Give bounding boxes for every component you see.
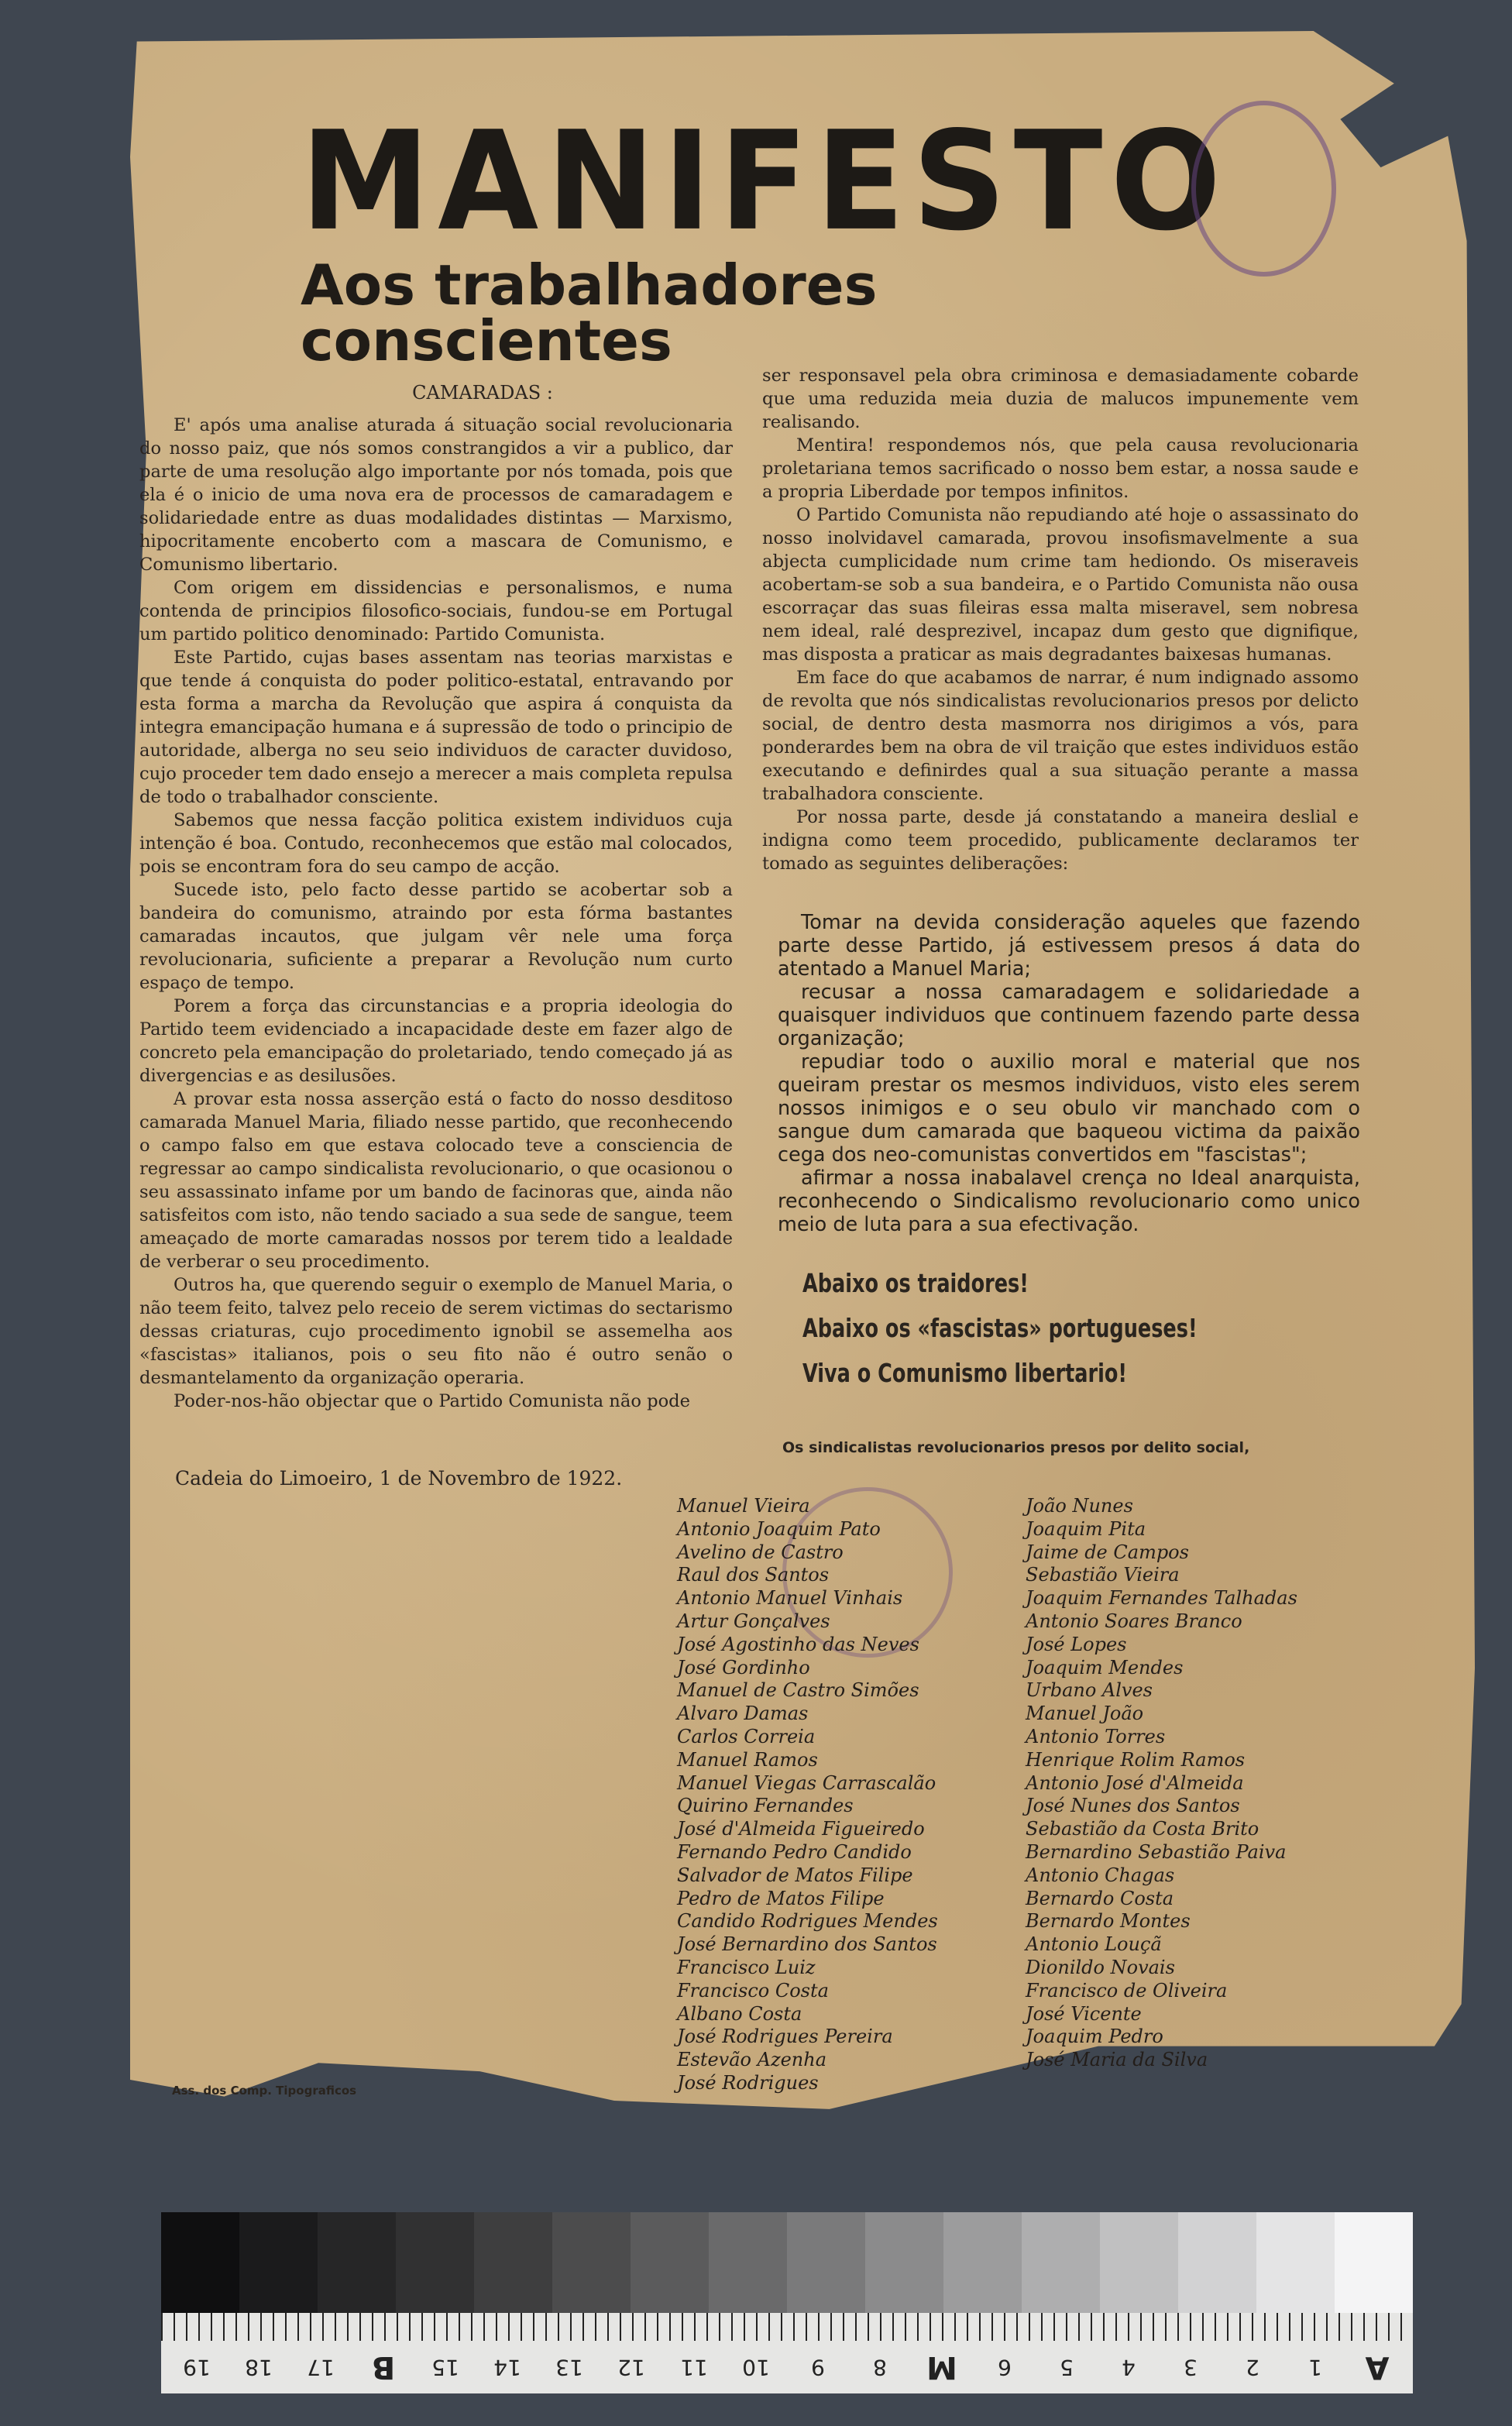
signatory-name: Albano Costa — [677, 2002, 802, 2025]
signatory-name: Avelino de Castro — [677, 1541, 844, 1563]
left-text-column — [139, 381, 733, 1413]
signatory-name: Antonio Torres — [1026, 1725, 1166, 1747]
ruler-labels — [161, 2344, 1413, 2390]
right-text-column — [762, 364, 1359, 875]
signatory-name: Jaime de Campos — [1026, 1541, 1189, 1563]
resolution-item: Tomar na devida consideração aqueles que fazendo parte desse Partido, já estivessem presos á data do atentado a Manuel Maria; — [778, 911, 1360, 981]
signatory-name: Bernardo Montes — [1026, 1910, 1191, 1933]
signatory-name: Urbano Alves — [1026, 1679, 1153, 1702]
right-paragraph: Por nossa parte, desde já constatando a maneira deslial e indigna como teem procedido, publicamente declaramos ter tomado as seguintes deliberações: — [762, 807, 1359, 874]
left-paragraph: A provar esta nossa asserção está o facto do nosso desditoso camarada Manuel Maria, filiado nesse partido, que reconhecendo o campo falso em que estava colocado teve a consciencia de regressar ao campo sindicalista revolucionario, o que ocasionou o seu assassinato infame por um bando de facinoras que, ainda não satisfeitos com isto, não tendo saciado a sua sede de sangue, teem ameaçado de morte camaradas nossos por terem tido a lealdade de verberar o seu procedimento. — [139, 1089, 733, 1272]
signatory-name: Quirino Fernandes — [677, 1795, 854, 1817]
right-paragraph: Mentira! respondemos nós, que pela causa revolucionaria proletariana temos sacrificado o nosso bem estar, a nossa saude e a propria Liberdade por tempos infinitos. — [762, 435, 1359, 502]
signatory-name: Joaquim Fernandes Talhadas — [1026, 1587, 1297, 1610]
signatory-name: Francisco de Oliveira — [1026, 1979, 1228, 2002]
signatory-name: José Maria da Silva — [1026, 2049, 1208, 2071]
signatory-name: Antonio Joaquim Pato — [677, 1517, 881, 1540]
signatory-name: João Nunes — [1026, 1495, 1133, 1517]
signatory-name: Manuel João — [1026, 1703, 1144, 1725]
gray-patch — [318, 2212, 396, 2313]
signatory-name: Antonio Soares Branco — [1026, 1610, 1242, 1632]
signatory-name: Bernardo Costa — [1026, 1887, 1174, 1909]
gray-patch — [161, 2212, 239, 2313]
signatory-name: Antonio Louçã — [1026, 1933, 1162, 1956]
slogan: Viva o Comunismo libertario! — [802, 1358, 1128, 1388]
ruler-label: 10 — [742, 2354, 770, 2380]
signatory-name: José Lopes — [1026, 1633, 1127, 1655]
ruler-label: 2 — [1246, 2354, 1260, 2380]
left-paragraph: Este Partido, cujas bases assentam nas teorias marxistas e que tende á conquista do poder politico-estatal, entravando por esta forma a marcha da Revolução que aspira á conquista da integra emancipação humana e á supressão de todo o principio de autoridade, alberga no seu seio individuos de caracter duvidoso, cujo proceder tem dado ensejo a merecer a mais completa repulsa de todo o trabalhador consciente. — [139, 648, 733, 807]
gray-patch — [943, 2212, 1022, 2313]
gray-patch — [631, 2212, 709, 2313]
ink-stamp-icon — [1191, 101, 1336, 277]
gray-patch — [709, 2212, 787, 2313]
ruler-label: 8 — [873, 2354, 888, 2380]
ruler-label: 15 — [431, 2354, 459, 2380]
gray-patch — [239, 2212, 318, 2313]
signatory-name: José Rodrigues Pereira — [677, 2026, 893, 2048]
signatory-name: José Nunes dos Santos — [1026, 1795, 1240, 1817]
right-paragraph: O Partido Comunista não repudiando até hoje o assassinato do nosso inolvidavel camarada, provou insofismavelmente a sua abjecta cumplicidade num crime tam hediondo. Os miseraveis acobertam-se sob a sua bandeira, e o Partido Comunista não ousa escorraçar das suas fileiras essa malta miseravel, sem nobresa nem ideal, ralé desprezivel, incapaz dum gesto que dignifique, mas disposta a praticar as mais degradantes baixesas humanas. — [762, 505, 1359, 665]
manifesto-title: MANIFESTO — [301, 101, 1229, 261]
signatory-name: Francisco Luiz — [677, 1956, 816, 1978]
date-line: Cadeia do Limoeiro, 1 de Novembro de 1922. — [175, 1467, 623, 1490]
signatory-name: Candido Rodrigues Mendes — [677, 1910, 938, 1933]
signatory-name: Manuel Viegas Carrascalão — [677, 1771, 936, 1794]
left-paragraph: Sucede isto, pelo facto desse partido se acobertar sob a bandeira do comunismo, atraindo por esta fórma bastantes camaradas incautos, que julgam vêr nele uma força revolucionaria, suficiente a preparar a Revolução num curto espaço de tempo. — [139, 880, 733, 993]
printer-imprint: Ass. dos Comp. Tipograficos — [172, 2084, 357, 2098]
ruler-label: 18 — [245, 2354, 273, 2380]
signatory-name: Manuel de Castro Simões — [677, 1679, 919, 1702]
gray-patch — [1100, 2212, 1178, 2313]
gray-patch — [1178, 2212, 1256, 2313]
gray-patch — [787, 2212, 865, 2313]
signatory-name: José Gordinho — [677, 1656, 810, 1679]
signatory-name: Henrique Rolim Ramos — [1026, 1748, 1246, 1771]
ruler-label: 4 — [1122, 2354, 1136, 2380]
measurement-ruler — [161, 2313, 1413, 2393]
gray-patch — [1022, 2212, 1100, 2313]
signatory-name: Francisco Costa — [677, 1979, 829, 2002]
signatory-name: José d'Almeida Figueiredo — [677, 1818, 925, 1840]
left-paragraph: Poder-nos-hão objectar que o Partido Comunista não pode — [174, 1391, 691, 1411]
ruler-label: 9 — [811, 2354, 825, 2380]
signatory-name: José Rodrigues — [677, 2071, 819, 2094]
slogans — [802, 1261, 1269, 1396]
left-paragraph: E' após uma analise aturada á situação social revolucionaria do nosso paiz, que nós somos constrangidos a vir a publico, dar parte de uma resolução algo importante por nós tomada, pois que ela é o inicio de uma nova era de processos de camaradagem e solidariedade entre as duas modalidades distintas — Marxismo, hipocritamente encoberto com a mascara de Comunismo, e Comunismo libertario. — [139, 415, 733, 575]
ruler-label: 6 — [997, 2354, 1012, 2380]
signatory-name: Joaquim Pita — [1026, 1517, 1146, 1540]
signatory-name: Sebastião da Costa Brito — [1026, 1818, 1259, 1840]
signatories-heading: Os sindicalistas revolucionarios presos por delito social, — [782, 1439, 1250, 1456]
left-paragraph: Porem a força das circunstancias e a propria ideologia do Partido teem evidenciado a incapacidade deste em fazer algo de concreto pela emancipação do proletariado, tendo começado já as divergencias e as desilusões. — [139, 996, 733, 1086]
left-paragraph: Sabemos que nessa facção politica existem individuos cuja intenção é boa. Contudo, reconhecemos que estão mal colocados, pois se encontram fora do seu campo de acção. — [139, 810, 733, 877]
signatory-name: Joaquim Pedro — [1026, 2026, 1163, 2048]
resolution-item: recusar a nossa camaradagem e solidariedade a quaisquer individuos que continuem fazendo parte dessa organização; — [778, 981, 1360, 1050]
left-paragraph: Outros ha, que querendo seguir o exemplo de Manuel Maria, o não teem feito, talvez pelo receio de serem victimas do sectarismo dessas criaturas, cujo procedimento ignobil se assemelha aos «fascistas» italianos, pois o seu fito não é outro senão o desmantelamento da organização operaria. — [139, 1275, 733, 1388]
resolutions-list — [778, 911, 1360, 1236]
gray-patch — [1335, 2212, 1413, 2313]
ruler-label: 5 — [1059, 2354, 1074, 2380]
color-checker — [161, 2212, 1413, 2313]
gray-patch — [474, 2212, 552, 2313]
gray-patch — [552, 2212, 631, 2313]
ruler-label: A — [1365, 2349, 1390, 2385]
signatory-name: Manuel Ramos — [677, 1748, 818, 1771]
signatories-left-list — [677, 1495, 1002, 2095]
ruler-label: 12 — [617, 2354, 646, 2380]
gray-patch — [396, 2212, 474, 2313]
signatory-name: José Agostinho das Neves — [677, 1633, 919, 1655]
signatory-name: Estevão Azenha — [677, 2049, 827, 2071]
ruler-label: M — [926, 2349, 958, 2385]
signatory-name: Carlos Correia — [677, 1725, 816, 1747]
resolution-item: afirmar a nossa inabalavel crença no Ideal anarquista, reconhecendo o Sindicalismo revolucionario como unico meio de luta para a sua efectivação. — [778, 1167, 1360, 1236]
right-paragraph: ser responsavel pela obra criminosa e demasiadamente cobarde que uma reduzida meia duzia de malucos impunemente vem realisando. — [762, 366, 1359, 432]
signatory-name: Joaquim Mendes — [1026, 1656, 1184, 1679]
signatory-name: Fernando Pedro Candido — [677, 1840, 912, 1863]
gray-patch — [865, 2212, 943, 2313]
slogan: Abaixo os traidores! — [802, 1268, 1029, 1298]
signatory-name: Alvaro Damas — [677, 1703, 809, 1725]
signatory-name: Raul dos Santos — [677, 1564, 830, 1586]
signatory-name: Antonio Chagas — [1026, 1864, 1175, 1886]
ruler-label: B — [371, 2349, 395, 2385]
signatories-right-list — [1026, 1495, 1366, 2072]
signatory-name: Manuel Vieira — [677, 1495, 810, 1517]
signatory-name: José Bernardino dos Santos — [677, 1933, 937, 1956]
gray-patch — [1256, 2212, 1335, 2313]
signatory-name: Antonio José d'Almeida — [1026, 1771, 1244, 1794]
signatory-name: Antonio Manuel Vinhais — [677, 1587, 903, 1610]
ruler-label: 3 — [1184, 2354, 1198, 2380]
ruler-label: 19 — [183, 2354, 211, 2380]
ruler-label: 11 — [679, 2354, 708, 2380]
ruler-label: 17 — [307, 2354, 335, 2380]
signatory-name: Sebastião Vieira — [1026, 1564, 1180, 1586]
resolution-item: repudiar todo o auxilio moral e material que nos queiram prestar os mesmos individuos, visto eles serem nossos inimigos e o seu obulo vir manchado com o sangue dum camarada que baqueou victima da paixão cega dos neo-comunistas convertidos em "fascistas"; — [778, 1050, 1360, 1167]
signatory-name: Salvador de Matos Filipe — [677, 1864, 913, 1886]
left-paragraph: Com origem em dissidencias e personalismos, e numa contenda de principios filosofico-sociais, fundou-se em Portugal um partido politico denominado: Partido Comunista. — [139, 578, 733, 644]
ruler-label: 1 — [1308, 2354, 1322, 2380]
signatory-name: Dionildo Novais — [1026, 1956, 1175, 1978]
signatory-name: Artur Gonçalves — [677, 1610, 830, 1632]
ruler-label: 13 — [555, 2354, 584, 2380]
signatory-name: Bernardino Sebastião Paiva — [1026, 1840, 1287, 1863]
salutation: CAMARADAS : — [412, 382, 553, 404]
signatory-name: José Vicente — [1026, 2002, 1142, 2025]
signatory-name: Pedro de Matos Filipe — [677, 1887, 885, 1909]
manifesto-subtitle: Aos trabalhadores conscientes — [301, 253, 878, 373]
ruler-scale — [161, 2313, 1413, 2341]
ruler-label: 14 — [493, 2354, 521, 2380]
slogan: Abaixo os «fascistas» portugueses! — [802, 1313, 1198, 1343]
right-paragraph: Em face do que acabamos de narrar, é num indignado assomo de revolta que nós sindicalistas revolucionarios presos por delicto social, de dentro desta masmorra nos dirigimos a vós, para ponderardes bem na obra de vil traição que estes individuos estão executando e definirdes qual a sua situação perante a massa trabalhadora consciente. — [762, 668, 1359, 804]
